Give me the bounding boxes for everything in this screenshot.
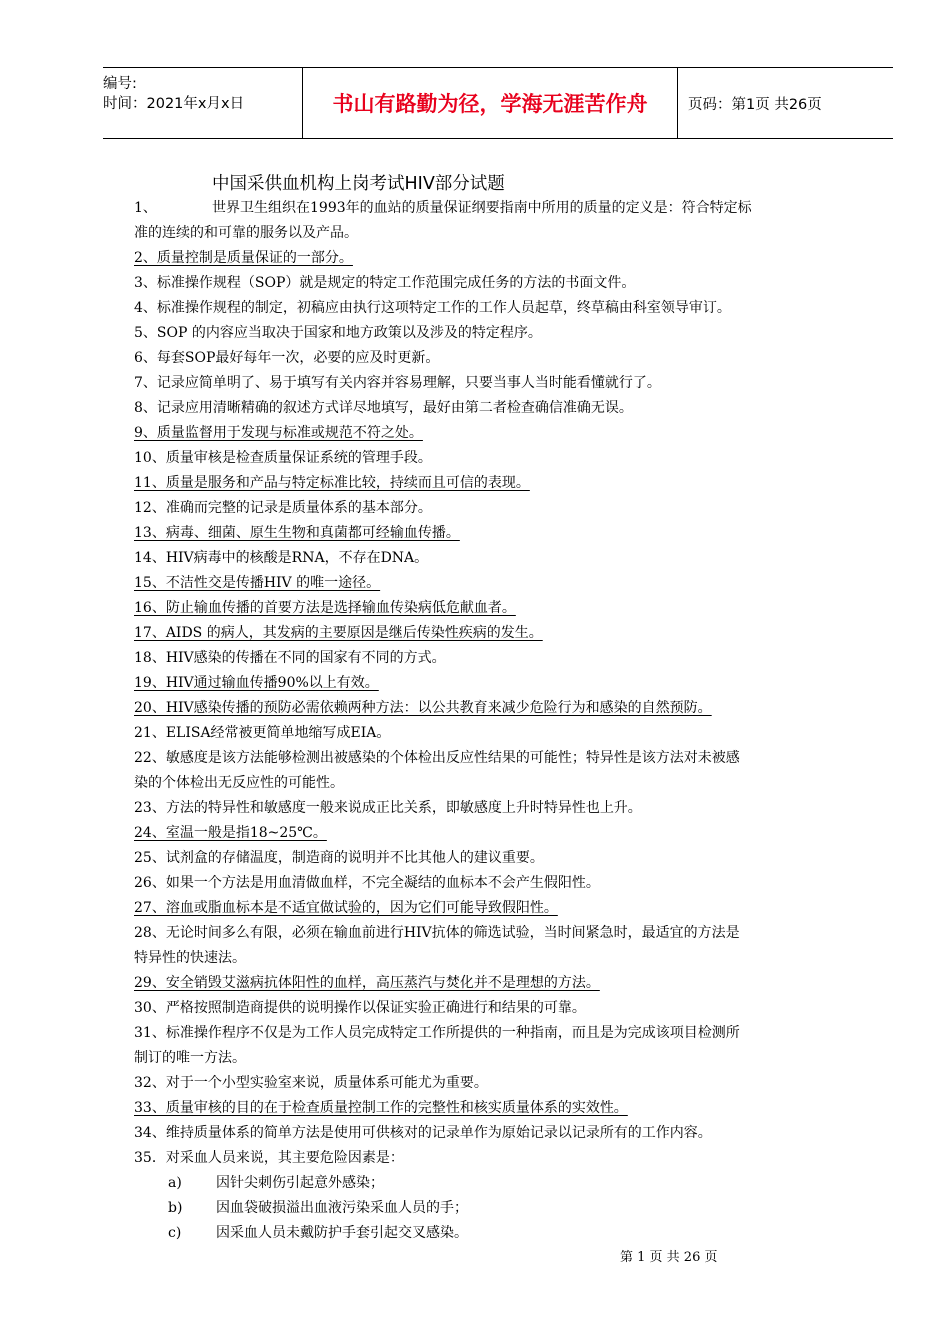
question-text: 27、溶血或脂血标本是不适宜做试验的，因为它们可能导致假阳性。	[134, 900, 558, 916]
question-item	[134, 321, 864, 346]
question-item	[134, 446, 864, 471]
question-item	[134, 996, 864, 1021]
question-number: 1、	[134, 200, 157, 216]
question-item	[134, 496, 864, 521]
question-item	[134, 971, 864, 996]
document-title: 中国采供血机构上岗考试HIV部分试题	[212, 174, 505, 194]
question-item	[134, 821, 864, 846]
question-item	[134, 371, 864, 396]
question-text: 12、准确而完整的记录是质量体系的基本部分。	[134, 500, 432, 516]
question-text: 16、防止输血传播的首要方法是选择输血传染病低危献血者。	[134, 600, 516, 616]
option-label: c)	[168, 1225, 182, 1241]
header-meta	[103, 68, 303, 138]
question-item	[134, 396, 864, 421]
question-text: 20、HIV感染传播的预防必需依赖两种方法：以公共教育来减少危险行为和感染的自然预防。	[134, 700, 712, 716]
question-item	[134, 871, 864, 896]
option-text: 因采血人员未戴防护手套引起交叉感染。	[216, 1225, 468, 1241]
question-text: 3、标准操作规程（SOP）就是规定的特定工作范围完成任务的方法的书面文件。	[134, 275, 636, 291]
question-text-continued: 准的连续的和可靠的服务以及产品。	[134, 225, 358, 241]
question-item	[134, 271, 864, 296]
option-text: 因血袋破损溢出血液污染采血人员的手；	[216, 1200, 468, 1216]
answer-option	[134, 1171, 864, 1196]
option-label: b)	[168, 1200, 183, 1216]
question-item	[134, 896, 864, 921]
question-text: 28、无论时间多么有限，必须在输血前进行HIV抗体的筛选试验，当时间紧急时，最适宜的方法是	[134, 925, 740, 941]
question-item	[134, 421, 864, 446]
question-text: 22、敏感度是该方法能够检测出被感染的个体检出反应性结果的可能性；特异性是该方法对未被感	[134, 750, 740, 766]
question-item	[134, 521, 864, 546]
question-text-continued: 特异性的快速法。	[134, 950, 246, 966]
question-item	[134, 346, 864, 371]
question-item	[134, 746, 864, 796]
question-item	[134, 646, 864, 671]
question-item	[134, 796, 864, 821]
question-text-continued: 染的个体检出无反应性的可能性。	[134, 775, 344, 791]
question-item	[134, 1121, 864, 1146]
question-item	[134, 196, 864, 246]
question-list	[134, 196, 864, 1246]
answer-option	[134, 1196, 864, 1221]
question-text: 19、HIV通过输血传播90%以上有效。	[134, 675, 379, 691]
question-text: 26、如果一个方法是用血清做血样，不完全凝结的血标本不会产生假阳性。	[134, 875, 600, 891]
question-item	[134, 546, 864, 571]
page-header	[103, 67, 893, 139]
question-text: 29、安全销毁艾滋病抗体阳性的血样，高压蒸汽与焚化并不是理想的方法。	[134, 975, 600, 991]
question-item	[134, 721, 864, 746]
question-text: 4、标准操作规程的制定，初稿应由执行这项特定工作的工作人员起草，终草稿由科室领导审订。	[134, 300, 731, 316]
question-text: 25、试剂盒的存储温度，制造商的说明并不比其他人的建议重要。	[134, 850, 544, 866]
question-text: 34、维持质量体系的简单方法是使用可供核对的记录单作为原始记录以记录所有的工作内容。	[134, 1125, 712, 1141]
question-item	[134, 921, 864, 971]
question-text: 8、记录应用清晰精确的叙述方式详尽地填写，最好由第二者检查确信准确无误。	[134, 400, 633, 416]
question-item	[134, 246, 864, 271]
question-item	[134, 846, 864, 871]
question-text: 世界卫生组织在1993年的血站的质量保证纲要指南中所用的质量的定义是：符合特定标	[212, 200, 752, 216]
question-text-continued: 制订的唯一方法。	[134, 1050, 246, 1066]
question-text: 5、SOP 的内容应当取决于国家和地方政策以及涉及的特定程序。	[134, 325, 542, 341]
question-item	[134, 671, 864, 696]
question-text: 2、质量控制是质量保证的一部分。	[134, 250, 353, 266]
question-text: 15、不洁性交是传播HIV 的唯一途径。	[134, 575, 381, 591]
option-label: a)	[168, 1175, 182, 1191]
question-item	[134, 296, 864, 321]
question-text: 33、质量审核的目的在于检查质量控制工作的完整性和核实质量体系的实效性。	[134, 1100, 628, 1116]
question-item	[134, 696, 864, 721]
header-motto: 书山有路勤为径，学海无涯苦作舟	[303, 68, 678, 138]
serial-label: 编号:	[103, 76, 137, 92]
question-item	[134, 596, 864, 621]
question-item	[134, 1146, 864, 1171]
question-text: 6、每套SOP最好每年一次，必要的应及时更新。	[134, 350, 440, 366]
question-text: 21、ELISA经常被更简单地缩写成EIA。	[134, 725, 391, 741]
question-item	[134, 1021, 864, 1071]
time-label: 时间：2021年x月x日	[103, 96, 245, 112]
question-item	[134, 621, 864, 646]
option-text: 因针尖刺伤引起意外感染；	[216, 1175, 384, 1191]
question-text: 31、标准操作程序不仅是为工作人员完成特定工作所提供的一种指南，而且是为完成该项目检测所	[134, 1025, 740, 1041]
question-text: 11、质量是服务和产品与特定标准比较，持续而且可信的表现。	[134, 475, 530, 491]
question-text: 32、对于一个小型实验室来说，质量体系可能尤为重要。	[134, 1075, 488, 1091]
question-text: 17、AIDS 的病人，其发病的主要原因是继后传染性疾病的发生。	[134, 625, 543, 641]
question-text: 30、严格按照制造商提供的说明操作以保证实验正确进行和结果的可靠。	[134, 1000, 586, 1016]
question-item	[134, 571, 864, 596]
question-text: 9、质量监督用于发现与标准或规范不符之处。	[134, 425, 423, 441]
question-text: 10、质量审核是检查质量保证系统的管理手段。	[134, 450, 432, 466]
answer-option	[134, 1221, 864, 1246]
question-item	[134, 471, 864, 496]
question-text: 13、病毒、细菌、原生生物和真菌都可经输血传播。	[134, 525, 460, 541]
question-text: 7、记录应简单明了、易于填写有关内容并容易理解，只要当事人当时能看懂就行了。	[134, 375, 661, 391]
question-text: 35．对采血人员来说，其主要危险因素是：	[134, 1150, 404, 1166]
page-footer: 第 1 页 共 26 页	[620, 1250, 718, 1265]
question-text: 24、室温一般是指18~25℃。	[134, 825, 327, 841]
question-text: 18、HIV感染的传播在不同的国家有不同的方式。	[134, 650, 446, 666]
question-item	[134, 1096, 864, 1121]
question-text: 23、方法的特异性和敏感度一般来说成正比关系，即敏感度上升时特异性也上升。	[134, 800, 642, 816]
question-text: 14、HIV病毒中的核酸是RNA，不存在DNA。	[134, 550, 429, 566]
header-page-info: 页码：第1页 共26页	[688, 96, 822, 113]
question-item	[134, 1071, 864, 1096]
